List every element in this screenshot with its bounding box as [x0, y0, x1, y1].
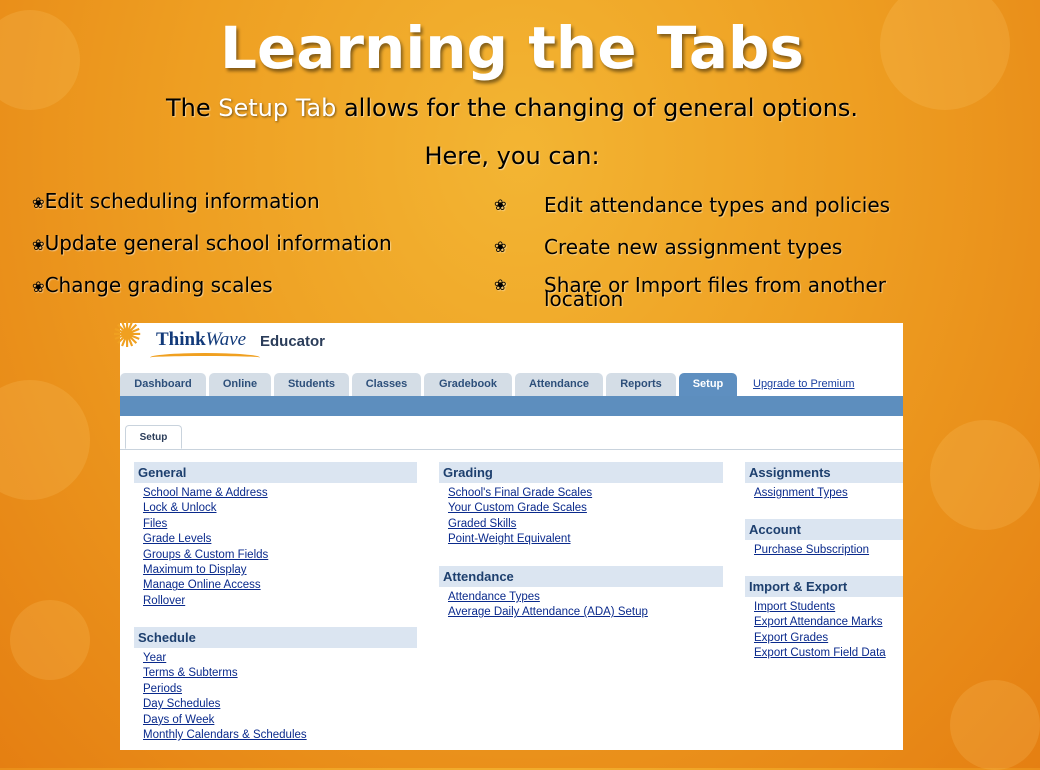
brand-product: Educator	[260, 333, 326, 350]
link-rollover[interactable]: Rollover	[143, 594, 186, 607]
section-import-export	[745, 576, 903, 662]
left-bullet-list	[32, 188, 392, 314]
link-school-name-address[interactable]: School Name & Address	[143, 487, 268, 499]
sub-tab-bar	[120, 425, 903, 450]
link-lock-unlock[interactable]: Lock & Unlock	[143, 502, 217, 515]
link-day-schedules[interactable]: Day Schedules	[143, 698, 221, 711]
upgrade-link[interactable]: Upgrade to Premium	[753, 378, 855, 390]
link-days-of-week[interactable]: Days of Week	[143, 713, 215, 726]
section-general	[134, 462, 417, 609]
link-periods[interactable]: Periods	[143, 682, 182, 695]
slide-subtitle	[0, 94, 1024, 122]
tab-students[interactable]: Students	[274, 373, 349, 396]
link-list	[448, 590, 723, 621]
bullet-flower-icon: ❀	[494, 276, 507, 294]
link-export-custom-field-data[interactable]: Export Custom Field Data	[754, 647, 886, 660]
link-attendance-types[interactable]: Attendance Types	[448, 591, 540, 603]
section-header: Schedule	[134, 627, 417, 648]
link-assignment-types[interactable]: Assignment Types	[754, 487, 848, 499]
tab-gradebook[interactable]: Gradebook	[424, 373, 512, 396]
section-schedule	[134, 627, 417, 743]
thinkwave-screenshot	[112, 314, 903, 750]
bullet-flower-icon: ❀	[32, 236, 45, 254]
tab-attendance[interactable]: Attendance	[515, 373, 603, 396]
section-attendance	[439, 566, 723, 621]
bullet-flower-icon: ❀	[32, 194, 45, 212]
link-manage-online-access[interactable]: Manage Online Access	[143, 579, 261, 592]
bullet-item: ❀Update general school information	[32, 230, 392, 272]
background-flower	[950, 680, 1040, 770]
section-assignments	[745, 462, 903, 501]
subtitle-prefix: The	[165, 94, 219, 122]
link-ada-setup[interactable]: Average Daily Attendance (ADA) Setup	[448, 606, 648, 619]
main-tab-bar	[120, 373, 903, 396]
link-final-grade-scales[interactable]: School's Final Grade Scales	[448, 487, 593, 499]
link-export-grades[interactable]: Export Grades	[754, 631, 829, 644]
link-purchase-subscription[interactable]: Purchase Subscription	[754, 544, 870, 556]
link-export-attendance-marks[interactable]: Export Attendance Marks	[754, 616, 883, 629]
slide-subtitle-line2: Here, you can:	[424, 142, 600, 170]
section-header: Import & Export	[745, 576, 903, 597]
link-year[interactable]: Year	[143, 652, 167, 664]
bullet-flower-icon: ❀	[32, 278, 45, 296]
subtitle-suffix: allows for the changing of general options.	[336, 94, 859, 122]
link-maximum-to-display[interactable]: Maximum to Display	[143, 564, 247, 577]
link-groups-custom-fields[interactable]: Groups & Custom Fields	[143, 548, 269, 561]
bullet-item: ❀Change grading scales	[32, 272, 392, 314]
tab-online[interactable]: Online	[209, 373, 271, 396]
bullet-item: ❀Edit scheduling information	[32, 188, 392, 230]
bullet-flower-icon: ❀	[494, 238, 507, 256]
section-header: Attendance	[439, 566, 723, 587]
section-account	[745, 519, 903, 558]
link-graded-skills[interactable]: Graded Skills	[448, 517, 517, 530]
background-flower	[930, 420, 1040, 530]
link-list	[754, 600, 903, 662]
bullet-item: ❀ Create new assignment types	[494, 235, 843, 259]
section-header: Account	[745, 519, 903, 540]
link-terms-subterms[interactable]: Terms & Subterms	[143, 667, 238, 680]
subtitle-highlight: Setup Tab	[218, 94, 337, 122]
link-list	[754, 543, 903, 558]
link-custom-grade-scales[interactable]: Your Custom Grade Scales	[448, 502, 587, 515]
link-monthly-calendars[interactable]: Monthly Calendars & Schedules	[143, 729, 307, 742]
swoosh-icon	[150, 353, 260, 362]
bullet-item: ❀ Share or Import files from another location	[494, 273, 886, 311]
section-header: General	[134, 462, 417, 483]
section-header: Assignments	[745, 462, 903, 483]
background-flower	[0, 380, 90, 500]
link-list	[143, 651, 417, 743]
right-bullet-list	[494, 192, 924, 320]
bullet-flower-icon: ❀	[494, 196, 507, 214]
section-grading	[439, 462, 723, 548]
tab-classes[interactable]: Classes	[352, 373, 421, 396]
background-flower	[10, 600, 90, 680]
bullet-item: ❀ Edit attendance types and policies	[494, 193, 891, 217]
brand-logo	[112, 314, 520, 367]
tab-reports[interactable]: Reports	[606, 373, 676, 396]
link-point-weight[interactable]: Point-Weight Equivalent	[448, 533, 571, 546]
tab-dashboard[interactable]: Dashboard	[120, 373, 206, 396]
link-import-students[interactable]: Import Students	[754, 601, 836, 613]
link-files[interactable]: Files	[143, 517, 168, 530]
link-list	[754, 486, 903, 501]
link-list	[448, 486, 723, 548]
subtab-setup[interactable]: Setup	[125, 425, 182, 449]
tab-setup[interactable]: Setup	[679, 373, 737, 396]
link-grade-levels[interactable]: Grade Levels	[143, 533, 212, 546]
section-header: Grading	[439, 462, 723, 483]
sun-logo-icon: ✺	[112, 314, 143, 355]
slide-title: Learning the Tabs	[219, 14, 805, 82]
brand-name: ThinkWave	[156, 329, 247, 350]
link-list	[143, 486, 417, 609]
tab-content-bar	[120, 396, 903, 416]
